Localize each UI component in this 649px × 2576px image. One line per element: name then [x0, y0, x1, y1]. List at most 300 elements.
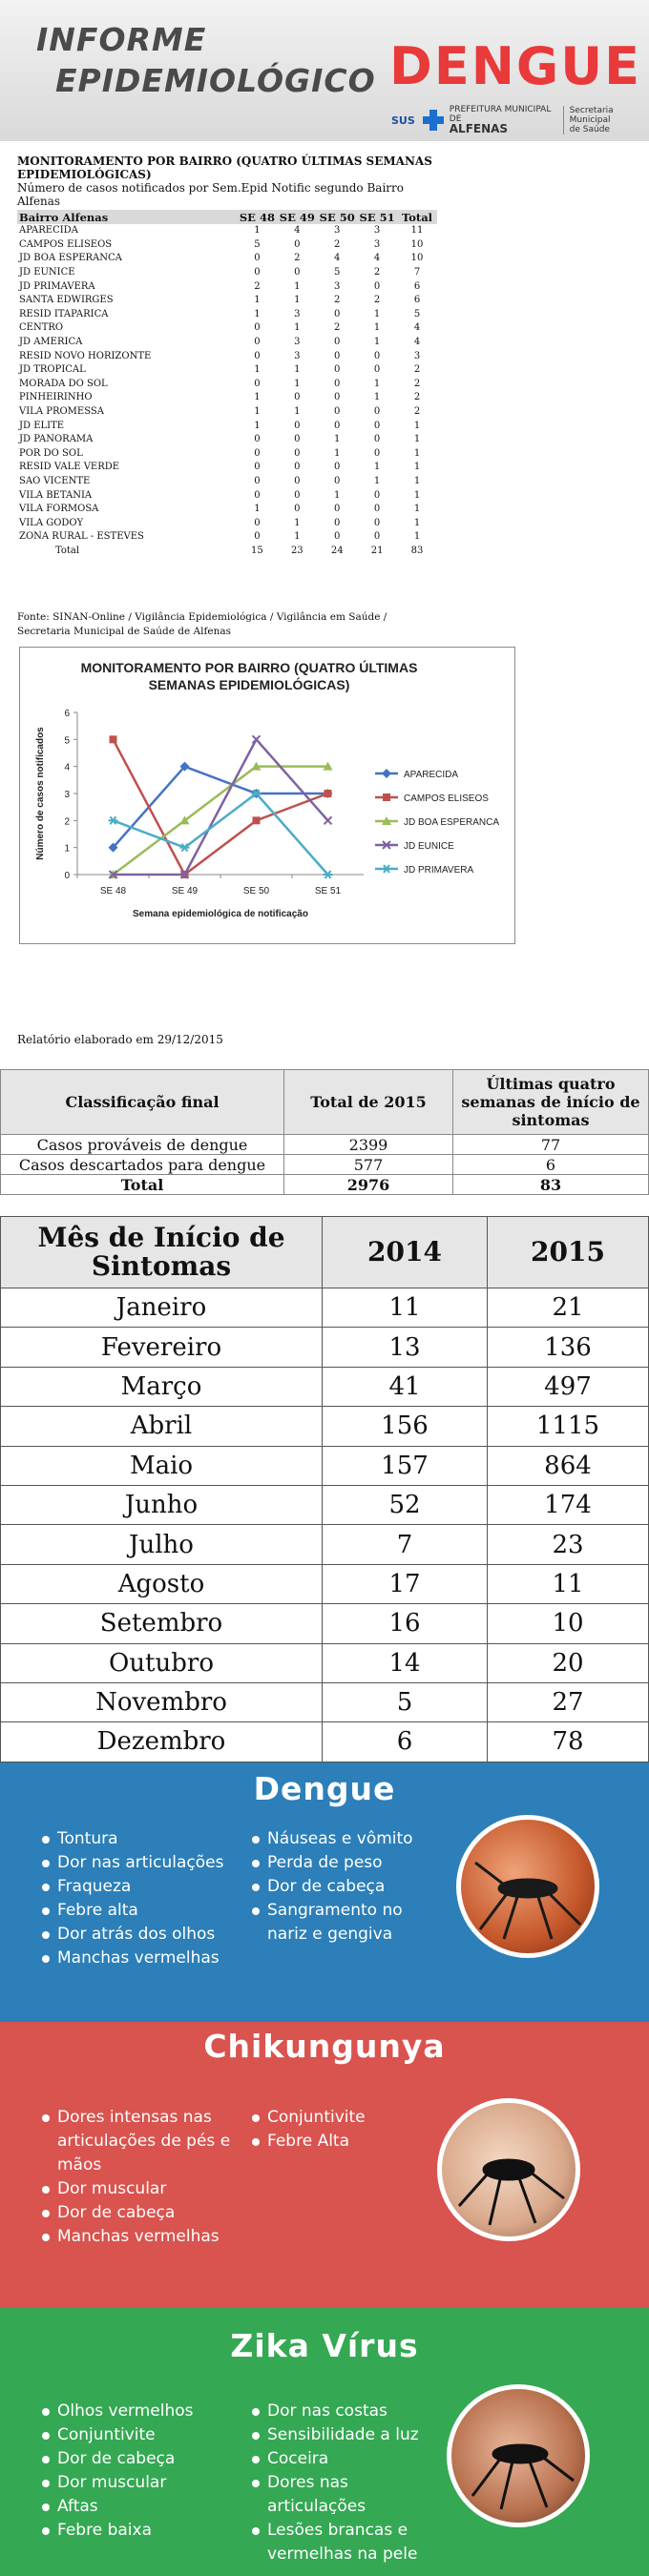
- nb-value-cell: 0: [373, 434, 381, 445]
- nb-value-cell: 0: [294, 475, 301, 486]
- table-row: [17, 294, 437, 308]
- table-row: [17, 321, 437, 336]
- nb-value-cell: 0: [254, 267, 261, 278]
- data-point: [324, 790, 332, 797]
- report-header: [0, 0, 649, 141]
- nb-name-cell: JD PANORAMA: [19, 434, 94, 445]
- zika-symptoms-col1: [40, 2400, 231, 2543]
- month-value-cell: 5: [323, 1682, 488, 1721]
- zika-symptoms-col2: [250, 2400, 441, 2566]
- nb-value-cell: 0: [373, 406, 381, 418]
- nb-name-cell: Total: [55, 545, 80, 556]
- chik-symptoms-col2: [250, 2106, 427, 2154]
- nb-value-cell: 6: [413, 280, 421, 292]
- neighborhood-table-body: [17, 224, 437, 558]
- nb-value-cell: 1: [294, 364, 301, 376]
- list-item: Dor de cabeça: [40, 2201, 231, 2225]
- nb-name-cell: VILA BETANIA: [19, 489, 93, 501]
- cls-value-cell: 2399: [284, 1135, 453, 1155]
- month-name-cell: Dezembro: [1, 1722, 323, 1762]
- table-row: [17, 545, 437, 559]
- table-row: [1, 1135, 649, 1155]
- nb-header-cell: SE 51: [357, 210, 397, 224]
- nb-value-cell: 3: [334, 280, 341, 292]
- table-row: [17, 530, 437, 545]
- nb-name-cell: JD TROPICAL: [19, 364, 86, 376]
- table-row: [1, 1485, 649, 1524]
- list-item: Febre alta: [40, 1899, 250, 1923]
- nb-value-cell: 1: [413, 531, 421, 543]
- nb-value-cell: 0: [334, 350, 341, 361]
- nb-value-cell: 2: [294, 253, 301, 264]
- dengue-panel-title: Dengue: [253, 1770, 396, 1807]
- chart-title-line2: SEMANAS EPIDEMIOLÓGICAS): [148, 677, 350, 692]
- list-item: Dor muscular: [40, 2471, 231, 2495]
- zika-symptoms-panel: [0, 2308, 649, 2576]
- month-value-cell: 174: [488, 1485, 649, 1524]
- nb-value-cell: 3: [373, 238, 381, 250]
- nb-name-cell: SANTA EDWIRGES: [19, 295, 114, 306]
- nb-name-cell: RESID ITAPARICA: [19, 308, 109, 319]
- dengue-symptoms-col2: [250, 1827, 427, 1947]
- month-name-cell: Março: [1, 1367, 323, 1406]
- neighborhood-subtitle: Número de casos notificados por Sem.Epid Notific segundo Bairro Alfenas: [17, 181, 404, 208]
- nb-header-cell: SE 49: [277, 210, 317, 224]
- table-row: [17, 238, 437, 253]
- nb-value-cell: 2: [413, 392, 421, 403]
- nb-value-cell: 0: [294, 504, 301, 515]
- neighborhood-section: [17, 155, 437, 558]
- list-item: Dores nas articulações: [250, 2471, 441, 2519]
- nb-value-cell: 1: [254, 504, 261, 515]
- mosquito-photo-zika: [447, 2384, 590, 2527]
- nb-value-cell: 3: [334, 225, 341, 237]
- month-value-cell: 864: [488, 1446, 649, 1485]
- chart-title-line1: MONITORAMENTO POR BAIRRO (QUATRO ÚLTIMAS: [80, 660, 418, 675]
- nb-value-cell: 0: [373, 350, 381, 361]
- month-value-cell: 14: [323, 1643, 488, 1682]
- table-row: [1, 1288, 649, 1328]
- nb-name-cell: JD AMERICA: [19, 337, 83, 348]
- nb-value-cell: 10: [410, 238, 424, 250]
- nb-value-cell: 2: [254, 280, 261, 292]
- list-item: Dor atrás dos olhos: [40, 1923, 250, 1947]
- sus-logo: SUS: [391, 113, 415, 127]
- nb-value-cell: 1: [413, 462, 421, 473]
- nb-value-cell: 1: [413, 420, 421, 431]
- table-row: [1, 1407, 649, 1446]
- nb-name-cell: VILA FORMOSA: [19, 504, 99, 515]
- nb-value-cell: 0: [254, 517, 261, 528]
- nb-value-cell: 1: [254, 295, 261, 306]
- month-value-cell: 17: [323, 1564, 488, 1603]
- zika-panel-title: Zika Vírus: [230, 2327, 419, 2364]
- list-item: Dor de cabeça: [250, 1875, 427, 1899]
- month-name-cell: Maio: [1, 1446, 323, 1485]
- nb-value-cell: 0: [373, 364, 381, 376]
- nb-value-cell: 0: [294, 267, 301, 278]
- nb-value-cell: 3: [373, 225, 381, 237]
- nb-name-cell: RESID NOVO HORIZONTE: [19, 350, 152, 361]
- month-value-cell: 136: [488, 1328, 649, 1367]
- nb-value-cell: 2: [413, 364, 421, 376]
- month-value-cell: 156: [323, 1407, 488, 1446]
- nb-name-cell: JD BOA ESPERANCA: [19, 253, 122, 264]
- list-item: Sangramento no nariz e gengiva: [250, 1899, 427, 1947]
- nb-value-cell: 1: [373, 462, 381, 473]
- table-row: [1, 1155, 649, 1175]
- nb-value-cell: 2: [334, 322, 341, 334]
- nb-value-cell: 1: [254, 392, 261, 403]
- month-value-cell: 7: [323, 1525, 488, 1564]
- nb-value-cell: 0: [254, 253, 261, 264]
- legend-label: CAMPOS ELISEOS: [404, 793, 489, 804]
- table-row: [1, 1604, 649, 1643]
- table-row: [1, 1367, 649, 1406]
- classification-table-body: [1, 1135, 649, 1195]
- cls-value-cell: 83: [453, 1175, 649, 1195]
- month-header-label: Mês de Início de Sintomas: [1, 1217, 323, 1288]
- list-item: Coceira: [250, 2447, 441, 2471]
- nb-value-cell: 0: [373, 420, 381, 431]
- cls-header-last-weeks: Últimas quatro semanas de início de sintomas: [453, 1070, 649, 1135]
- table-row: [17, 349, 437, 363]
- nb-value-cell: 0: [254, 462, 261, 473]
- nb-value-cell: 0: [334, 406, 341, 418]
- nb-value-cell: 2: [413, 406, 421, 418]
- nb-value-cell: 0: [373, 504, 381, 515]
- legend-label: JD EUNICE: [404, 841, 454, 852]
- data-point: [253, 816, 261, 824]
- nb-value-cell: 0: [334, 392, 341, 403]
- nb-name-cell: PINHEIRINHO: [19, 392, 93, 403]
- classification-table: [0, 1069, 649, 1195]
- table-row: [17, 419, 437, 433]
- nb-value-cell: 0: [373, 531, 381, 543]
- nb-value-cell: 1: [373, 308, 381, 319]
- nb-value-cell: 1: [373, 392, 381, 403]
- table-row: [17, 447, 437, 462]
- y-tick-label: 0: [64, 871, 70, 881]
- list-item: Dor muscular: [40, 2177, 231, 2201]
- neighborhood-table-header: [17, 210, 437, 224]
- table-row: [1, 1682, 649, 1721]
- nb-header-cell: Total: [397, 210, 437, 224]
- table-row: [17, 461, 437, 475]
- list-item: Dor de cabeça: [40, 2447, 231, 2471]
- month-table-body: [1, 1288, 649, 1762]
- nb-name-cell: CAMPOS ELISEOS: [19, 238, 113, 250]
- list-item: Olhos vermelhos: [40, 2400, 231, 2423]
- nb-value-cell: 0: [254, 322, 261, 334]
- nb-value-cell: 1: [294, 517, 301, 528]
- month-header-2014: 2014: [323, 1217, 488, 1288]
- nb-value-cell: 0: [254, 350, 261, 361]
- nb-value-cell: 1: [373, 475, 381, 486]
- nb-value-cell: 1: [413, 489, 421, 501]
- x-axis-label: Semana epidemiológica de notificação: [133, 909, 308, 919]
- list-item: Lesões brancas e vermelhas na pele: [250, 2519, 441, 2566]
- y-tick-label: 5: [64, 735, 70, 747]
- nb-value-cell: 0: [373, 489, 381, 501]
- header-logos: [391, 105, 649, 135]
- nb-value-cell: 0: [334, 462, 341, 473]
- nb-value-cell: 4: [373, 253, 381, 264]
- table-row: [17, 252, 437, 266]
- nb-value-cell: 1: [373, 378, 381, 389]
- neighborhood-table: [17, 210, 437, 558]
- nb-value-cell: 1: [294, 280, 301, 292]
- nb-value-cell: 1: [413, 434, 421, 445]
- list-item: Sensibilidade a luz: [250, 2423, 441, 2447]
- month-value-cell: 10: [488, 1604, 649, 1643]
- month-value-cell: 27: [488, 1682, 649, 1721]
- nb-value-cell: 0: [294, 392, 301, 403]
- table-row: [17, 378, 437, 392]
- nb-name-cell: MORADA DO SOL: [19, 378, 108, 389]
- nb-value-cell: 1: [294, 406, 301, 418]
- data-point: [382, 769, 391, 778]
- nb-value-cell: 0: [254, 475, 261, 486]
- list-item: Dores intensas nas articulações de pés e mãos: [40, 2106, 231, 2177]
- nb-value-cell: 7: [413, 267, 421, 278]
- month-name-cell: Setembro: [1, 1604, 323, 1643]
- cls-value-cell: 577: [284, 1155, 453, 1175]
- x-tick-label: SE 50: [242, 886, 270, 896]
- nb-value-cell: 1: [413, 517, 421, 528]
- nb-name-cell: POR DO SOL: [19, 447, 83, 459]
- nb-value-cell: 0: [334, 475, 341, 486]
- cls-header-total: Total de 2015: [284, 1070, 453, 1135]
- nb-value-cell: 1: [254, 420, 261, 431]
- x-tick-label: SE 51: [314, 886, 342, 896]
- secretaria-logo: Secretaria Municipal de Saúde: [563, 106, 649, 134]
- list-item: Aftas: [40, 2495, 231, 2519]
- nb-value-cell: 0: [254, 337, 261, 348]
- month-value-cell: 13: [323, 1328, 488, 1367]
- month-value-cell: 16: [323, 1604, 488, 1643]
- nb-value-cell: 1: [254, 225, 261, 237]
- chik-panel-title: Chikungunya: [203, 2028, 446, 2065]
- nb-value-cell: 1: [294, 531, 301, 543]
- nb-value-cell: 1: [413, 475, 421, 486]
- table-row: [1, 1446, 649, 1485]
- month-value-cell: 1115: [488, 1407, 649, 1446]
- nb-value-cell: 0: [254, 531, 261, 543]
- nb-value-cell: 3: [294, 308, 301, 319]
- nb-value-cell: 4: [294, 225, 301, 237]
- cls-value-cell: 2976: [284, 1175, 453, 1195]
- month-value-cell: 11: [488, 1564, 649, 1603]
- list-item: Dor nas articulações: [40, 1851, 250, 1875]
- nb-value-cell: 2: [334, 238, 341, 250]
- month-value-cell: 20: [488, 1643, 649, 1682]
- nb-value-cell: 1: [413, 504, 421, 515]
- month-table: [0, 1216, 649, 1762]
- y-tick-label: 2: [64, 816, 70, 828]
- nb-value-cell: 10: [410, 253, 424, 264]
- list-item: Manchas vermelhas: [40, 2225, 231, 2249]
- month-name-cell: Novembro: [1, 1682, 323, 1721]
- nb-value-cell: 1: [254, 364, 261, 376]
- nb-value-cell: 3: [413, 350, 421, 361]
- nb-value-cell: 0: [373, 517, 381, 528]
- nb-value-cell: 1: [334, 434, 341, 445]
- header-title-line2: EPIDEMIOLÓGICO: [55, 62, 376, 99]
- nb-value-cell: 1: [294, 295, 301, 306]
- nb-value-cell: 0: [294, 489, 301, 501]
- nb-value-cell: 0: [334, 308, 341, 319]
- nb-value-cell: 4: [413, 322, 421, 334]
- month-value-cell: 21: [488, 1288, 649, 1328]
- nb-value-cell: 2: [413, 378, 421, 389]
- nb-value-cell: 1: [294, 378, 301, 389]
- nb-value-cell: 1: [294, 322, 301, 334]
- table-row: [1, 1722, 649, 1762]
- list-item: Febre Alta: [250, 2130, 427, 2154]
- nb-value-cell: 5: [334, 267, 341, 278]
- month-name-cell: Agosto: [1, 1564, 323, 1603]
- nb-value-cell: 2: [373, 295, 381, 306]
- table-row: [1, 1643, 649, 1682]
- legend-label: APARECIDA: [404, 770, 459, 780]
- nb-value-cell: 5: [254, 238, 261, 250]
- nb-value-cell: 0: [334, 364, 341, 376]
- table-row: [17, 224, 437, 238]
- table-row: [17, 391, 437, 405]
- list-item: Conjuntivite: [40, 2423, 231, 2447]
- table-row: [17, 405, 437, 420]
- nb-name-cell: ZONA RURAL - ESTEVES: [19, 531, 144, 543]
- list-item: Náuseas e vômito: [250, 1827, 427, 1851]
- neighborhood-title: MONITORAMENTO POR BAIRRO (QUATRO ÚLTIMAS SEMANAS EPIDEMIOLÓGICAS): [17, 155, 432, 181]
- x-tick-label: SE 49: [171, 886, 199, 896]
- source-line1: Fonte: SINAN-Online / Vigilância Epidemiológica / Vigilância em Saúde /: [17, 611, 387, 623]
- list-item: Tontura: [40, 1827, 250, 1851]
- mosquito-photo-dengue: [456, 1815, 599, 1958]
- dengue-symptoms-col1: [40, 1827, 250, 1970]
- month-name-cell: Julho: [1, 1525, 323, 1564]
- nb-value-cell: 11: [410, 225, 424, 237]
- nb-name-cell: VILA PROMESSA: [19, 406, 104, 418]
- nb-value-cell: 0: [294, 238, 301, 250]
- list-item: Manchas vermelhas: [40, 1947, 250, 1970]
- cls-label-cell: Total: [1, 1175, 284, 1195]
- month-value-cell: 6: [323, 1722, 488, 1762]
- x-tick-label: SE 48: [99, 886, 127, 896]
- table-row: [17, 488, 437, 503]
- table-row: [17, 433, 437, 447]
- table-row: [17, 308, 437, 322]
- nb-header-cell: SE 50: [317, 210, 357, 224]
- nb-value-cell: 0: [373, 447, 381, 459]
- nb-value-cell: 0: [294, 434, 301, 445]
- nb-value-cell: 0: [294, 462, 301, 473]
- month-name-cell: Fevereiro: [1, 1328, 323, 1367]
- month-name-cell: Junho: [1, 1485, 323, 1524]
- table-row: [1, 1175, 649, 1195]
- source-line2: Secretaria Municipal de Saúde de Alfenas: [17, 626, 232, 637]
- y-tick-label: 4: [64, 762, 70, 773]
- table-row: [17, 475, 437, 489]
- nb-value-cell: 0: [294, 420, 301, 431]
- nb-value-cell: 4: [413, 337, 421, 348]
- nb-value-cell: 2: [334, 295, 341, 306]
- data-point: [110, 735, 117, 743]
- nb-value-cell: 0: [254, 447, 261, 459]
- month-header-2015: 2015: [488, 1217, 649, 1288]
- month-name-cell: Janeiro: [1, 1288, 323, 1328]
- nb-value-cell: 1: [413, 447, 421, 459]
- table-row: [1, 1525, 649, 1564]
- mosquito-photo-chik: [437, 2098, 580, 2241]
- source-note: [17, 610, 387, 639]
- month-value-cell: 41: [323, 1367, 488, 1406]
- nb-value-cell: 0: [373, 280, 381, 292]
- nb-header-cell: SE 48: [237, 210, 277, 224]
- prefeitura-logo: PREFEITURA MUNICIPAL DE ALFENAS: [449, 105, 552, 135]
- month-value-cell: 78: [488, 1722, 649, 1762]
- table-row: [17, 336, 437, 350]
- nb-value-cell: 0: [334, 517, 341, 528]
- nb-value-cell: 6: [413, 295, 421, 306]
- nb-value-cell: 1: [373, 337, 381, 348]
- nb-value-cell: 0: [334, 420, 341, 431]
- chik-symptoms-col1: [40, 2106, 231, 2249]
- month-name-cell: Abril: [1, 1407, 323, 1446]
- list-item: Conjuntivite: [250, 2106, 427, 2130]
- report-date: Relatório elaborado em 29/12/2015: [17, 1033, 223, 1046]
- header-disease-title: DENGUE: [389, 36, 641, 96]
- nb-value-cell: 3: [294, 337, 301, 348]
- cls-header-classification: Classificação final: [1, 1070, 284, 1135]
- nb-name-cell: JD PRIMAVERA: [19, 280, 95, 292]
- data-point: [383, 793, 390, 801]
- nb-name-cell: SAO VICENTE: [19, 475, 91, 486]
- cls-label-cell: Casos descartados para dengue: [1, 1155, 284, 1175]
- nb-header-cell: Bairro Alfenas: [17, 210, 237, 224]
- nb-name-cell: APARECIDA: [19, 225, 78, 237]
- cls-label-cell: Casos prováveis de dengue: [1, 1135, 284, 1155]
- nb-value-cell: 23: [290, 545, 304, 556]
- nb-value-cell: 0: [254, 489, 261, 501]
- header-title-line1: INFORME: [36, 21, 207, 58]
- table-row: [17, 279, 437, 294]
- nb-value-cell: 1: [373, 322, 381, 334]
- nb-value-cell: 1: [254, 406, 261, 418]
- chart-svg: [20, 648, 514, 943]
- nb-value-cell: 83: [410, 545, 424, 556]
- month-value-cell: 52: [323, 1485, 488, 1524]
- nb-name-cell: JD ELITE: [19, 420, 65, 431]
- month-value-cell: 157: [323, 1446, 488, 1485]
- chikungunya-symptoms-panel: [0, 2022, 649, 2308]
- nb-value-cell: 0: [254, 378, 261, 389]
- nb-value-cell: 0: [334, 378, 341, 389]
- month-value-cell: 11: [323, 1288, 488, 1328]
- y-tick-label: 1: [64, 843, 70, 855]
- month-value-cell: 497: [488, 1367, 649, 1406]
- nb-name-cell: JD EUNICE: [19, 267, 75, 278]
- nb-value-cell: 0: [334, 337, 341, 348]
- list-item: Perda de peso: [250, 1851, 427, 1875]
- nb-value-cell: 4: [334, 253, 341, 264]
- list-item: Dor nas costas: [250, 2400, 441, 2423]
- nb-value-cell: 3: [294, 350, 301, 361]
- nb-value-cell: 1: [334, 489, 341, 501]
- table-row: [17, 266, 437, 280]
- nb-value-cell: 15: [251, 545, 263, 556]
